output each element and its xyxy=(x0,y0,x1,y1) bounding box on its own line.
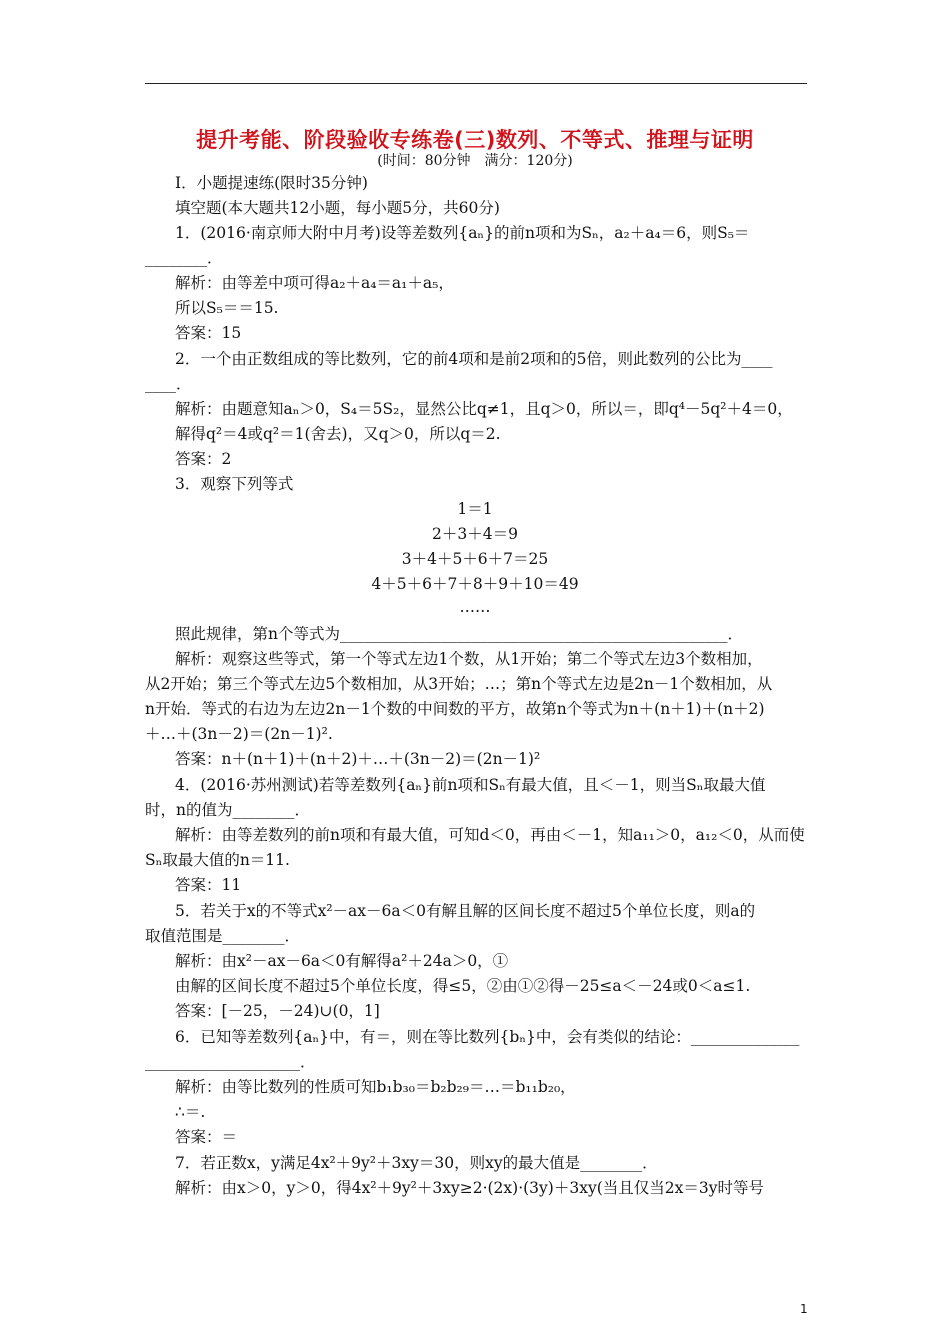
equation-3: 3＋4＋5＋6＋7＝25 xyxy=(401,550,549,568)
question-4: 4．(2016·苏州测试)若等差数列{aₙ}前n项和Sₙ有最大值，且＜－1，则当Sₙ取最大值 xyxy=(175,776,766,794)
analysis-5-cont: 由解的区间长度不超过5个单位长度，得≤5，②由①②得－25≤a＜－24或0＜a≤1. xyxy=(175,977,751,995)
analysis-1: 解析：由等差中项可得a₂＋a₄＝a₁＋a₅， xyxy=(175,274,454,292)
answer-2: 答案：2 xyxy=(175,450,232,468)
page-title: 提升考能、阶段验收专练卷(三)数列、不等式、推理与证明 xyxy=(196,128,754,152)
analysis-5: 解析：由x²－ax－6a＜0有解得a²＋24a＞0，① xyxy=(175,952,509,970)
answer-6: 答案：＝ xyxy=(175,1128,238,1146)
analysis-3-cont: ＋…＋(3n－2)＝(2n－1)². xyxy=(145,725,333,743)
equation-1: 1＝1 xyxy=(457,500,493,518)
question-7: 7．若正数x，y满足4x²＋9y²＋3xy＝30，则xy的最大值是________． xyxy=(175,1154,658,1172)
analysis-6-cont: ∴＝. xyxy=(175,1103,206,1121)
question-1-blank: ________． xyxy=(145,249,223,267)
question-5-cont: 取值范围是________． xyxy=(145,927,301,945)
answer-3: 答案：n＋(n＋1)＋(n＋2)＋…＋(3n－2)＝(2n－1)² xyxy=(175,750,541,768)
section-instruction: 填空题(本大题共12小题，每小题5分，共60分) xyxy=(175,199,500,217)
answer-1: 答案：15 xyxy=(175,324,242,342)
analysis-2: 解析：由题意知aₙ＞0，S₄＝5S₂，显然公比q≠1，且q＞0，所以＝，即q⁴－5q²＋4＝0， xyxy=(175,400,793,418)
analysis-7: 解析：由x＞0，y＞0，得4x²＋9y²＋3xy≥2·(2x)·(3y)＋3xy(当且仅当2x＝3y时等号 xyxy=(175,1179,764,1197)
equation-ellipsis: …… xyxy=(459,598,491,616)
question-6: 6．已知等差数列{aₙ}中，有＝，则在等比数列{bₙ}中，会有类似的结论：______________ xyxy=(175,1028,800,1046)
page-number: 1 xyxy=(800,1302,808,1316)
analysis-3-cont: n开始．等式的右边为左边2n－1个数的中间数的平方，故第n个等式为n＋(n＋1)＋(n＋2) xyxy=(145,700,765,718)
question-2: 2．一个由正数组成的等比数列，它的前4项和是前2项和的5倍，则此数列的公比为____ xyxy=(175,350,773,368)
analysis-6: 解析：由等比数列的性质可知b₁b₃₀＝b₂b₂₉＝…＝b₁₁b₂₀， xyxy=(175,1078,576,1096)
exam-info: (时间：80分钟 满分：120分) xyxy=(377,153,573,169)
question-2-blank: ____． xyxy=(145,375,192,393)
answer-5: 答案：[－25，－24)∪(0，1] xyxy=(175,1002,380,1020)
analysis-4: 解析：由等差数列的前n项和有最大值，可知d＜0，再由＜－1，知a₁₁＞0，a₁₂＜0，从而使 xyxy=(175,826,805,844)
section-heading: Ⅰ．小题提速练(限时35分钟) xyxy=(175,174,368,192)
equation-2: 2＋3＋4＝9 xyxy=(432,525,518,543)
equation-4: 4＋5＋6＋7＋8＋9＋10＝49 xyxy=(371,575,579,593)
analysis-1-cont: 所以S₅＝＝15. xyxy=(175,299,279,317)
header-rule xyxy=(145,83,807,84)
analysis-3-cont: 从2开始；第三个等式左边5个数相加，从3开始；…；第n个等式左边是2n－1个数相加，从 xyxy=(145,675,773,693)
question-3: 3．观察下列等式 xyxy=(175,475,294,493)
question-6-blank: ____________________． xyxy=(145,1053,316,1071)
question-1: 1．(2016·南京师大附中月考)设等差数列{aₙ}的前n项和为Sₙ，a₂＋a₄＝6，则S₅＝ xyxy=(175,224,750,242)
question-5: 5．若关于x的不等式x²－ax－6a＜0有解且解的区间长度不超过5个单位长度，则a的 xyxy=(175,902,756,920)
analysis-3: 解析：观察这些等式，第一个等式左边1个数，从1开始；第二个等式左边3个数相加， xyxy=(175,650,763,668)
answer-4: 答案：11 xyxy=(175,876,242,894)
analysis-4-cont: Sₙ取最大值的n＝11. xyxy=(145,851,290,869)
question-3-prompt: 照此规律，第n个等式为__________________________________________________． xyxy=(175,625,743,643)
question-4-cont: 时，n的值为________． xyxy=(145,801,310,819)
analysis-2-cont: 解得q²＝4或q²＝1(舍去)，又q＞0，所以q＝2. xyxy=(175,425,501,443)
